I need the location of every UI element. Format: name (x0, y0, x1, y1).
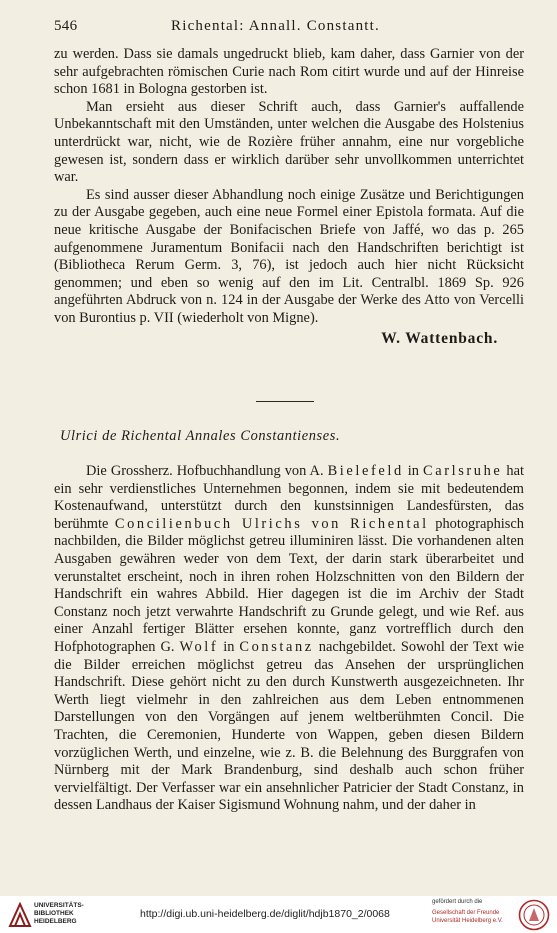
society-line: Universität Heidelberg e.V. (432, 917, 503, 924)
spaced-name: Wolf (179, 638, 219, 655)
institution-name (34, 902, 84, 926)
society-name (432, 910, 503, 925)
review-text-richental (54, 463, 524, 815)
running-title: Richental: Annall. Constantt. (171, 18, 380, 34)
spaced-name: Constanz (239, 638, 314, 655)
text-run: nachgebildet. Sowohl der Text wie die Bilder erreichen möglichst getreu das Ansehen der ursprünglichen Handschrift. Diese gehört nicht zu den durch Kunstwerth ausgezeichneten. Ihr Werth liegt vielmehr in den zahlreichen aus dem Leben entnommenen Darstellungen von den Vorgängen auf jenem weltberühmten Concil. Die Trachten, die Ceremonien, Hunderte von Wappen, geben diesen Bildern vorzüglichen Werth, und einzelne, wie z. B. die Belehnung des Burggrafen von Nürnberg mit der Mark Brandenburg, sind deshalb auch schon früher vervielfältigt. Der Verfasser war ein ansehnlicher Patricier der Stadt Constanz, in dessen Landhaus der Kaiser Sigismund Wohnung nahm, und der daher in (54, 638, 524, 814)
paragraph (54, 463, 524, 815)
spaced-name: Concilienbuch Ulrichs von Richental (114, 515, 429, 532)
paragraph: Man ersieht aus dieser Schrift auch, dass Garnier's auffallende Unbekanntschaft mit den Umständen, unter welchen die Ausgabe des Holstenius unterdrückt war, nicht, wie de Rozière früher annahm, eine nur vorgebliche gewesen ist, sondern dass er wirklich darüber sehr unvollkommen unterrichtet war. (54, 98, 524, 186)
text-run: photographisch nachbilden, die Bilder möglichst getreu illuminiren lässt. Die vorhandenen alten Ausgaben gewähren weder von dem Text, der darin stark überarbeitet und verunstaltet erscheint, noch in ihren rohen Holzschnitten von den Bildern der Handschrift ein wahres Abbild. Hier dagegen ist die im Archiv der Stadt Constanz noch jetzt verwahrte Handschrift zu Grunde gelegt, und wie Ref. aus einer Anzahl fertiger Blätter ersehen konnte, ganz vortrefflich durch den Hofphotographen G. (54, 515, 524, 655)
spaced-name: Carlsruhe (423, 463, 503, 479)
review-text-wattenbach (54, 46, 524, 347)
paragraph: Es sind ausser dieser Abhandlung noch einige Zusätze und Berichtigungen zu der Ausgabe gegeben, auch eine neue Formel einer Epistola formata. Auf die neue kritische Ausgabe der Bonifacischen Briefe von Jaffé, wo das p. 265 aufgenommene Juramentum Bonifacii nach den Handschriften berichtigt ist (Bibliotheca Rerum Germ. 3, 76), ist jedoch auch hier nicht Rücksicht genommen; und eben so wenig auf den im Lit. Centralbl. 1869 Sp. 926 angeführten Abdruck von n. 124 in der Ausgabe der Werke des Atto von Vercelli von Burontius p. VII (wiederholt von Migne). (54, 186, 524, 326)
funded-by-label: gefördert durch die (432, 899, 483, 905)
institution-line: HEIDELBERG (34, 918, 77, 925)
text-run: in (218, 638, 240, 655)
institution-line: BIBLIOTHEK (34, 910, 74, 917)
section-title: Ulrici de Richental Annales Constantienses. (60, 428, 341, 444)
text-run: hat ein sehr verdienstliches Unternehmen begonnen, indem sie mit bedeutendem Kostenaufwand, unterstützt durch den kunstsinnigen Landesfürsten, das berühmte (54, 463, 524, 532)
institution-line: UNIVERSITÄTS- (34, 902, 84, 909)
university-seal-icon (518, 899, 550, 931)
page-number: 546 (54, 18, 78, 34)
section-divider (256, 401, 314, 402)
digitization-footer (0, 896, 557, 933)
spaced-name: Bielefeld (327, 463, 404, 479)
text-run: in (403, 463, 424, 479)
permalink[interactable]: http://digi.ub.uni-heidelberg.de/diglit/hdjb1870_2/0068 (140, 908, 390, 920)
paragraph: zu werden. Dass sie damals ungedruckt blieb, kam daher, dass Garnier von der sehr aufgebrachten römischen Curie nach Rom citirt wurde und auf der Hinreise schon 1681 in Bologna gestorben ist. (54, 46, 524, 98)
text-run: Die Grossherz. Hofbuchhandlung von A. (86, 463, 328, 479)
society-line: Gesellschaft der Freunde (432, 910, 500, 916)
author-signature: W. Wattenbach. (381, 329, 498, 347)
university-logo-icon (8, 902, 32, 928)
